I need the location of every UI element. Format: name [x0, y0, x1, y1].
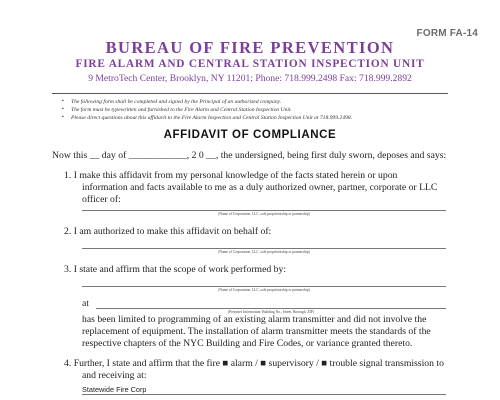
item-4-line-2: and receiving at:: [82, 370, 147, 381]
item-4-receiving-field[interactable]: [82, 394, 446, 395]
instruction-item: ▪ The following form shall be completed and signed by the Principal of an authorized company.: [62, 98, 352, 106]
item-2-company-field[interactable]: [82, 248, 446, 249]
item-1-line-2: information and facts available to me as a duly authorized owner, partner, corporate or LLC: [82, 182, 438, 193]
item-3-line-3: replacement of equipment. The installation of alarm transmitter meets the standards of the: [82, 326, 431, 337]
item-1-line-3: officer of:: [82, 194, 121, 205]
item-4-receiving-company-value[interactable]: Statewide Fire Corp: [82, 385, 147, 394]
item-3-line-4: respective chapters of the NYC Building and Fire Codes, or variance granted thereto.: [82, 338, 413, 349]
instruction-item: ▪ Please direct questions about this affidavit to the Fire Alarm Inspection and Central Station Inspection Unit at 718.999.2498.: [62, 114, 352, 122]
form-code: FORM FA-14: [416, 28, 478, 39]
item-1-company-field[interactable]: [82, 210, 446, 211]
form-title: AFFIDAVIT OF COMPLIANCE: [163, 129, 337, 141]
unit-title: FIRE ALARM AND CENTRAL STATION INSPECTION UNIT: [75, 58, 425, 70]
item-3-caption-1: (Name of Corporation, LLC, sole proprietorship or partnership): [218, 288, 310, 292]
item-3-company-field[interactable]: [82, 286, 446, 287]
item-3-line-1: 3. I state and affirm that the scope of work performed by:: [64, 264, 287, 275]
item-3-caption-2: (Premises Information: Building No., Street, Borough, ZIP): [228, 310, 314, 314]
item-3-premises-field[interactable]: [96, 308, 446, 309]
item-4-line-1: 4. Further, I state and affirm that the fire ■ alarm / ■ supervisory / ■ trouble signal transmission to: [64, 358, 444, 369]
instructions-list: [62, 98, 352, 123]
item-2-line-1: 2. I am authorized to make this affidavit on behalf of:: [64, 226, 272, 237]
address-line: 9 MetroTech Center, Brooklyn, NY 11201; Phone: 718.999.2498 Fax: 718.999.2892: [88, 73, 412, 84]
item-1-line-1: 1. I make this affidavit from my personal knowledge of the facts stated herein or upon: [64, 170, 398, 181]
intro-statement: Now this __ day of ____________, 2 0 __, the undersigned, being first duly sworn, deposes and says:: [52, 150, 447, 161]
header-divider: [52, 93, 448, 94]
item-3-at-label: at: [82, 298, 89, 309]
item-3-line-2: has been limited to programming of an existing alarm transmitter and did not involve the: [82, 314, 427, 325]
item-1-caption: (Name of Corporation, LLC, sole proprietorship or partnership): [218, 212, 310, 216]
item-2-caption: (Name of Corporation, LLC, sole proprietorship or partnership): [218, 250, 310, 254]
instruction-item: ▪ The form must be typewritten and furnished to the Fire Alarm and Central Station Inspection Unit.: [62, 106, 352, 114]
bureau-title: BUREAU OF FIRE PREVENTION: [105, 38, 395, 57]
